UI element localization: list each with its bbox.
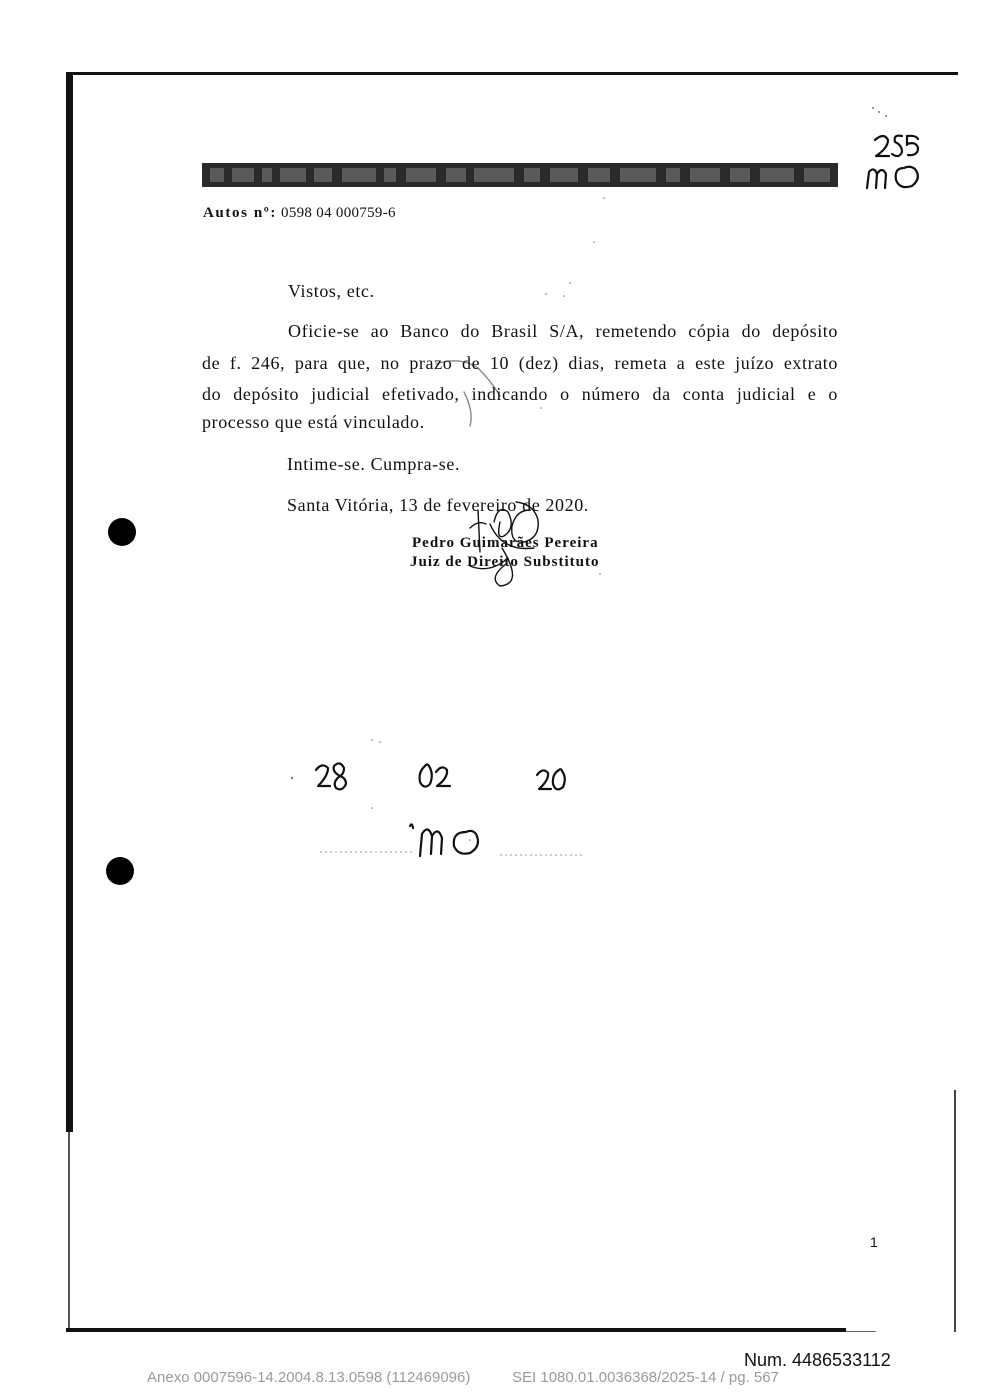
document-number: Num. 4486533112 (744, 1350, 891, 1370)
body-line-3: do depósito judicial efetivado, indicando o número da conta judicial e o (202, 384, 838, 404)
greeting: Vistos, etc. (288, 281, 375, 301)
body-line-2: de f. 246, para que, no prazo de 10 (dez) dias, remeta a este juízo extrato (202, 353, 838, 373)
closing-line: Intime-se. Cumpra-se. (287, 454, 461, 474)
signer-name: Pedro Guimarães Pereira (412, 535, 599, 551)
page-number: 1 (870, 1234, 878, 1250)
case-number-label: Autos nº: (203, 205, 277, 221)
handwritten-date-annotation (312, 760, 572, 868)
handwritten-folio-annotation (858, 128, 932, 196)
handwritten-year (534, 764, 572, 796)
handwritten-initials (408, 818, 488, 860)
place-date-line: Santa Vitória, 13 de fevereiro de 2020. (287, 495, 589, 515)
signer-title: Juiz de Direito Substituto (410, 554, 600, 570)
handwritten-month (416, 760, 458, 794)
body-line-4: processo que está vinculado. (202, 412, 425, 432)
handwritten-day (312, 760, 350, 792)
header-band (202, 163, 838, 187)
case-number-value: 0598 04 000759-6 (281, 205, 396, 221)
case-number-line (203, 206, 396, 221)
footer-reference: Anexo 0007596-14.2004.8.13.0598 (112469096) SEI 1080.01.0036368/2025-14 / pg. 567 (147, 1369, 779, 1386)
handwritten-signature (430, 352, 560, 590)
body-line-1: Oficie-se ao Banco do Brasil S/A, remetendo cópia do depósito (288, 321, 838, 341)
